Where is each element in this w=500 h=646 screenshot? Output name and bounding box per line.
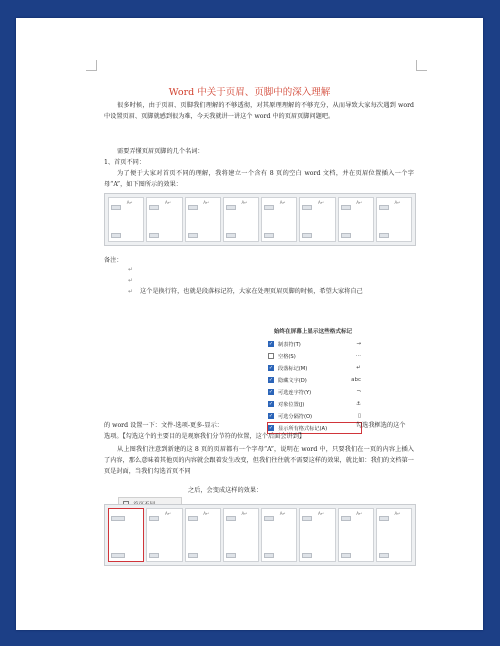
option-label: 制表符(T) — [278, 341, 301, 348]
header-tag — [264, 205, 274, 210]
page-thumbnail — [299, 197, 335, 242]
header-letter: A↵ — [318, 200, 325, 205]
option-label: 显示所有格式标记(A) — [278, 425, 328, 432]
header-letter: A↵ — [279, 511, 286, 516]
header-letter: A↵ — [356, 511, 363, 516]
header-letter: A↵ — [126, 200, 133, 205]
page-thumbnail — [108, 197, 144, 242]
header-tag — [111, 205, 121, 210]
result-intro: 之后，会变成这样的效果： — [188, 487, 263, 494]
page-thumbnails-before — [104, 193, 416, 246]
dialog-title: 始终在屏幕上显示这些格式标记 — [273, 329, 353, 335]
checkbox-icon[interactable]: ✓ — [268, 340, 274, 347]
formatting-marks-dialog — [260, 322, 366, 437]
settings-purpose: 选项。【勾选这个的主要目的是观察我们分节符的位置，这个后面会讲到】 — [104, 433, 306, 440]
intro-paragraph: 很多时候，由于页眉、页脚我们理解的不够透彻，对其原理理解的不够充分，从而导致大家每次遇到 word 中设置页眉、页脚就感到很为难，今天我就讲一讲这个 word 中的页眉页脚问题吧。 — [104, 102, 414, 120]
mark-symbol: abc — [351, 377, 361, 383]
page-thumbnails-after — [104, 504, 416, 566]
footer-tag — [302, 553, 312, 558]
header-letter: A↵ — [279, 200, 286, 205]
page-thumbnail — [146, 197, 182, 242]
crop-mark — [86, 60, 97, 71]
header-tag — [379, 205, 389, 210]
page-thumbnail — [108, 508, 144, 562]
checkbox-icon[interactable]: ✓ — [268, 364, 274, 371]
footer-tag — [379, 233, 389, 238]
header-tag — [341, 205, 351, 210]
footer-tag — [226, 233, 236, 238]
option-label: 可选分隔符(O) — [278, 413, 313, 420]
header-tag — [264, 516, 274, 521]
mark-symbol: ··· — [355, 353, 361, 359]
checkbox-icon[interactable] — [268, 353, 274, 359]
mark-symbol: ⚓ — [356, 401, 361, 407]
settings-instruction: 的 word 设置一下：文件-选项-更多-显示： — [104, 422, 223, 429]
footer-tag — [226, 553, 236, 558]
footer-tag — [111, 233, 121, 238]
header-letter: A↵ — [394, 511, 401, 516]
section-heading-first-page: 1、首页不同： — [104, 159, 146, 166]
header-tag — [302, 516, 312, 521]
first-page-paragraph: 为了便于大家对首页不同的理解，我将建立一个含有 8 页的空白 word 文档，并在页眉位置插入一个字母“A”，如下图所示的效果： — [104, 170, 414, 188]
header-letter: A↵ — [241, 200, 248, 205]
checkbox-icon[interactable]: ✓ — [268, 400, 274, 407]
format-mark-option[interactable] — [268, 399, 361, 409]
footer-tag — [264, 553, 274, 558]
header-tag — [111, 516, 125, 521]
crop-mark — [416, 60, 427, 71]
checkbox-icon[interactable]: ✓ — [268, 376, 274, 383]
footer-tag — [149, 553, 159, 558]
header-tag — [379, 516, 389, 521]
footer-tag — [341, 553, 351, 558]
paragraph-mark: ↵ — [128, 266, 134, 273]
header-letter: A↵ — [356, 200, 363, 205]
explanation-paragraph: 从上图我们注意到新建的这 8 页的页眉都有一个字母“A”，说明在 word 中，只要我们在一页的内容上插入了内容，那么意味着其他页的内容就会跟着发生改变，但我们往往就不需要这样的效果，就比如：我们的文档第一页是封面，当我们勾选首页不同 — [104, 446, 414, 475]
paragraph-mark: ↵ — [128, 288, 134, 295]
header-tag — [226, 205, 236, 210]
footer-tag — [188, 233, 198, 238]
mark-symbol: → — [356, 341, 361, 347]
header-letter: A↵ — [165, 200, 172, 205]
document-page — [16, 18, 483, 630]
header-letter: A↵ — [394, 200, 401, 205]
footer-tag — [111, 553, 125, 558]
footer-tag — [302, 233, 312, 238]
page-thumbnail — [261, 197, 297, 242]
header-tag — [149, 516, 159, 521]
header-tag — [149, 205, 159, 210]
document-title: Word 中关于页眉、页脚中的深入理解 — [168, 87, 331, 98]
option-label: 段落标记(M) — [278, 365, 308, 372]
mark-symbol: ▯ — [357, 413, 361, 419]
paragraph-mark-explanation: 这个是换行符，也就是段落标记符，大家在处理页眉页脚的时候，希望大家将自己 — [140, 288, 363, 295]
format-mark-option[interactable] — [268, 363, 361, 373]
page-thumbnail — [376, 197, 412, 242]
settings-instruction-tail: 勾选我框选的这个 — [356, 422, 406, 429]
format-mark-option[interactable] — [268, 375, 361, 385]
option-label: 隐藏文字(D) — [278, 377, 307, 384]
header-letter: A↵ — [203, 511, 210, 516]
footer-tag — [341, 233, 351, 238]
header-tag — [188, 205, 198, 210]
page-thumbnail — [299, 508, 335, 562]
header-tag — [226, 516, 236, 521]
checkbox-icon[interactable]: ✓ — [268, 412, 274, 419]
header-letter: A↵ — [318, 511, 325, 516]
header-letter: A↵ — [241, 511, 248, 516]
footer-tag — [264, 233, 274, 238]
format-mark-option[interactable] — [268, 339, 361, 349]
option-label: 可选连字符(Y) — [278, 389, 312, 396]
checkbox-icon[interactable]: ✓ — [268, 388, 274, 395]
page-thumbnail — [338, 508, 374, 562]
page-thumbnail — [376, 508, 412, 562]
header-letter: A↵ — [203, 200, 210, 205]
footer-tag — [149, 233, 159, 238]
note-label: 备注： — [104, 257, 123, 264]
header-tag — [341, 516, 351, 521]
header-tag — [302, 205, 312, 210]
page-thumbnail — [185, 508, 221, 562]
page-thumbnail — [223, 197, 259, 242]
checkbox-icon[interactable]: ✓ — [268, 424, 274, 431]
option-label: 空格(S) — [278, 353, 296, 360]
header-letter: A↵ — [165, 511, 172, 516]
page-thumbnail — [146, 508, 182, 562]
format-mark-option[interactable] — [268, 411, 361, 421]
page-thumbnail — [338, 197, 374, 242]
header-tag — [188, 516, 198, 521]
format-mark-option[interactable] — [268, 351, 361, 361]
page-thumbnail — [223, 508, 259, 562]
mark-symbol: ↵ — [356, 365, 361, 371]
page-thumbnail — [185, 197, 221, 242]
footer-tag — [379, 553, 389, 558]
paragraph-mark: ↵ — [128, 277, 134, 284]
terms-heading: 需要弄懂页眉页脚的几个名词： — [117, 148, 204, 155]
footer-tag — [188, 553, 198, 558]
format-mark-option[interactable] — [268, 387, 361, 397]
page-thumbnail — [261, 508, 297, 562]
mark-symbol: ¬ — [356, 389, 361, 395]
option-label: 对象位置(J) — [278, 401, 305, 408]
